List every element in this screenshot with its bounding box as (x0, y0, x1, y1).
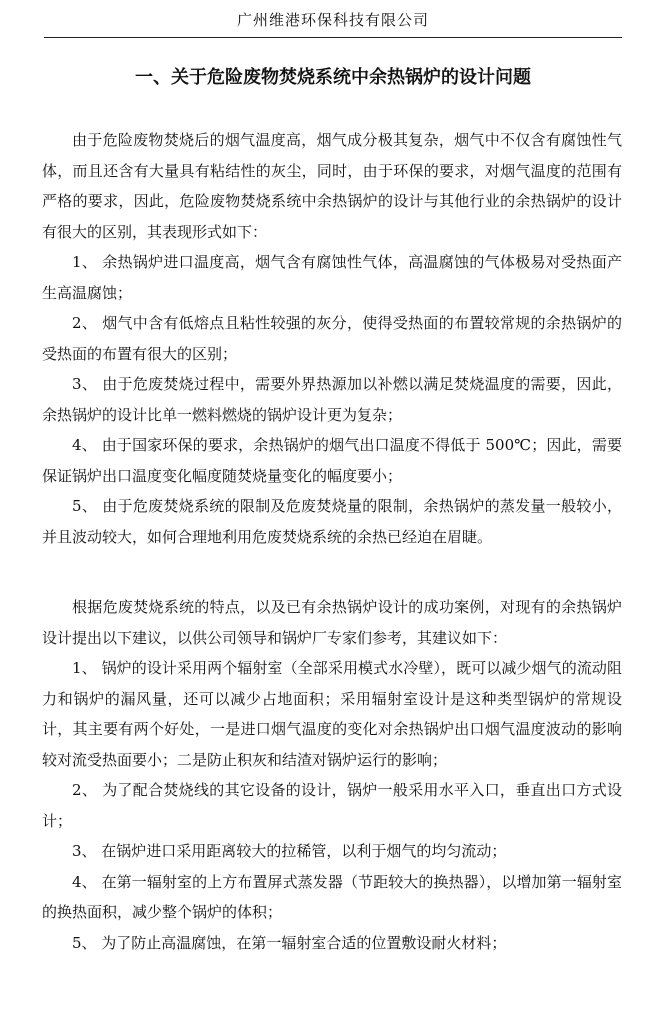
section1-list-item-1: 1、 余热锅炉进口温度高，烟气含有腐蚀性气体，高温腐蚀的气体极易对受热面产生高温腐蚀； (42, 253, 622, 302)
section1-list-item-2: 2、 烟气中含有低熔点且粘性较强的灰分，使得受热面的布置较常规的余热锅炉的受热面的布置有很大的区别； (42, 314, 622, 363)
section1-list-item-3: 3、 由于危废焚烧过程中，需要外界热源加以补燃以满足焚烧温度的需要，因此，余热锅炉的设计比单一燃料燃烧的锅炉设计更为复杂； (42, 375, 622, 424)
page-header-company: 广州维港环保科技有限公司 (236, 11, 429, 29)
header-divider (44, 37, 622, 38)
section2-list-item-2: 2、 为了配合焚烧线的其它设备的设计，锅炉一般采用水平入口，垂直出口方式设计； (42, 781, 622, 830)
document-body (42, 125, 622, 958)
section1-intro-paragraph: 由于危险废物焚烧后的烟气温度高，烟气成分极其复杂，烟气中不仅含有腐蚀性气体，而且还含有大量具有粘结性的灰尘，同时，由于环保的要求，对烟气温度的范围有严格的要求，因此，危险废物焚烧系统中余热锅炉的设计与其他行业的余热锅炉的设计有很大的区别，其表现形式如下： (42, 131, 622, 241)
section2-list-item-3: 3、 在锅炉进口采用距离较大的拉稀管，以利于烟气的均匀流动； (72, 842, 507, 860)
section1-list-item-4: 4、 由于国家环保的要求，余热锅炉的烟气出口温度不得低于 500℃；因此，需要保证锅炉出口温度变化幅度随焚烧量变化的幅度要小； (42, 436, 622, 485)
section2-list-item-4: 4、 在第一辐射室的上方布置屏式蒸发器（节距较大的换热器），以增加第一辐射室的换热面积，减少整个锅炉的体积； (42, 872, 622, 921)
section2-list-item-5: 5、 为了防止高温腐蚀，在第一辐射室合适的位置敷设耐火材料； (72, 933, 507, 952)
section-title: 一、关于危险废物焚烧系统中余热锅炉的设计问题 (135, 67, 531, 88)
section1-list-item-5: 5、 由于危废焚烧系统的限制及危废焚烧量的限制，余热锅炉的蒸发量一般较小，并且波动较大，如何合理地利用危废焚烧系统的余热已经迫在眉睫。 (42, 497, 622, 546)
section2-list-item-1: 1、 锅炉的设计采用两个辐射室（全部采用模式水冷壁），既可以减少烟气的流动阻力和锅炉的漏风量，还可以减少占地面积；采用辐射室设计是这种类型锅炉的常规设计，其主要有两个好处，一是进口烟气温度的变化对余热锅炉出口烟气温度波动的影响较对流受热面要小；二是防止积灰和结渣对锅炉运行的影响； (42, 659, 622, 769)
paragraph-spacer (42, 552, 622, 592)
section2-intro-paragraph: 根据危废焚烧系统的特点，以及已有余热锅炉设计的成功案例，对现有的余热锅炉设计提出以下建议，以供公司领导和锅炉厂专家们参考，其建议如下： (42, 598, 622, 647)
